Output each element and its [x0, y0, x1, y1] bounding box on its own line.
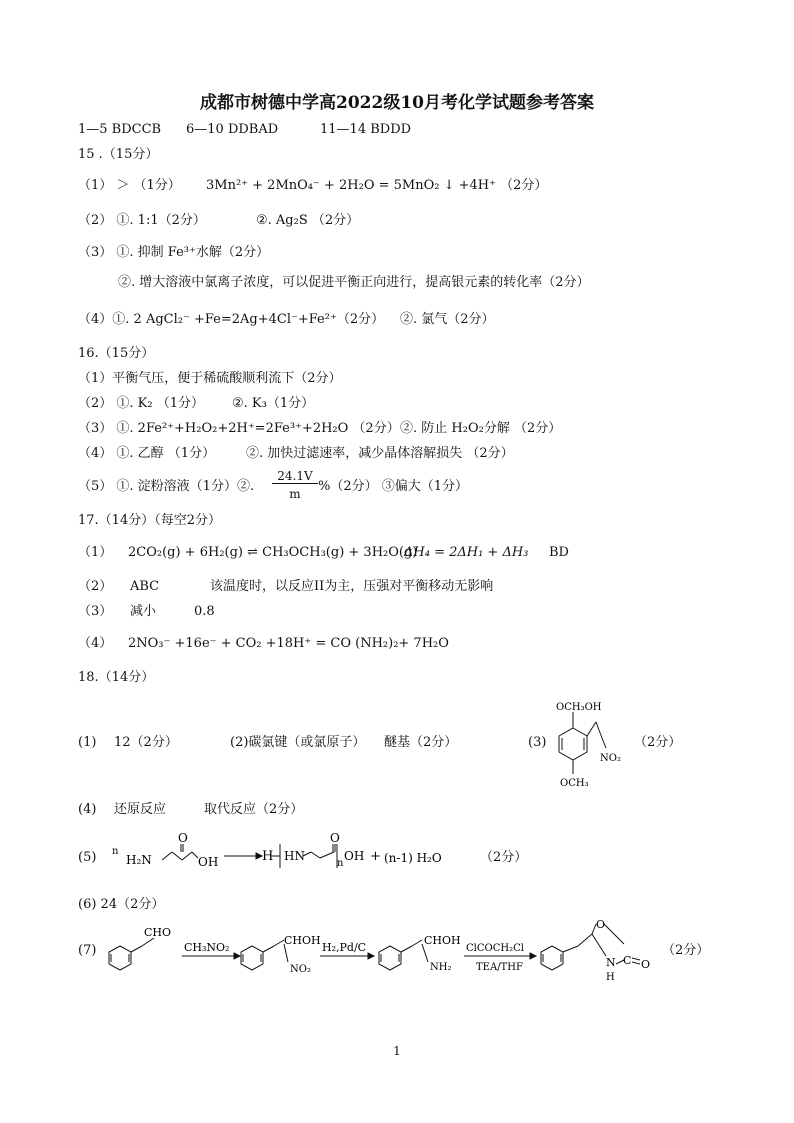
q15-answer-1a: （1） ＞ （1分）: [78, 178, 181, 193]
mc-row-1-5: 1—5 BDCCB: [78, 122, 162, 137]
fraction-denominator: m: [289, 487, 301, 501]
q18-answer-2b: 醚基（2分）: [384, 735, 458, 750]
structure-3-no2: NO₂: [600, 753, 621, 764]
coefficient-n: n: [112, 846, 119, 857]
reagent-h2-pd-c: H₂,Pd/C: [322, 941, 367, 954]
intermediate-choh-2: CHOH: [424, 934, 461, 947]
reagent-clcoch2cl: ClCOCH₂Cl: [466, 943, 524, 954]
q17-label-4: （4）: [78, 636, 113, 651]
q16-answer-5a: （5） ①. 淀粉溶液（1分）②.: [78, 479, 255, 494]
q15-answer-1b: 3Mn²⁺ + 2MnO₄⁻ + 2H₂O = 5MnO₂ ↓ +4H⁺ （2分）: [206, 178, 548, 193]
q17-label-2: （2）: [78, 579, 113, 594]
page-title: 成都市树德中学高2022级10月考化学试题参考答案: [200, 93, 594, 113]
polymer-h: H: [262, 849, 274, 864]
q18-answer-2a: (2)碳氯键（或氯原子）: [230, 735, 366, 750]
q18-label-4: (4): [78, 802, 97, 817]
polymerization-equation: [108, 828, 478, 878]
carbonyl-oxygen: O: [641, 958, 651, 971]
q16-answer-4a: （4） ①. 乙醇 （1分）: [78, 446, 216, 461]
q16-answer-3b: ②. 防止 H₂O₂分解 （2分）: [400, 421, 562, 436]
q16-answer-2a: （2） ①. K₂ （1分）: [78, 396, 204, 411]
aldehyde-cho: CHO: [144, 926, 172, 939]
structure-3-molecule: [540, 690, 630, 800]
reagent-ch3no2: CH₃NO₂: [184, 941, 230, 954]
carbonyl-o-1: O: [178, 831, 188, 845]
q18-label-5: (5): [78, 850, 97, 865]
q17-label-1: （1）: [78, 545, 113, 560]
intermediate-choh-1: CHOH: [284, 934, 321, 947]
q16-answer-2b: ②. K₃（1分）: [232, 396, 315, 411]
q16-answer-1: （1）平衡气压，便于稀硫酸顺利流下（2分）: [78, 371, 342, 386]
ring-carbon: C: [623, 954, 632, 967]
q18-score-5: （2分）: [480, 850, 528, 865]
reactant-h2n: H₂N: [126, 853, 152, 867]
repeat-n: n: [337, 858, 344, 869]
carbonyl-o-2: O: [330, 831, 340, 845]
polymer-hn: HN: [284, 849, 305, 863]
q17-equation-1: 2CO₂(g) + 6H₂(g) ⇌ CH₃OCH₃(g) + 3H₂O(g): [128, 545, 418, 560]
hydroxyl-oh-1: OH: [198, 855, 219, 869]
q15-answer-3a: （3） ①. 抑制 Fe³⁺水解（2分）: [78, 245, 270, 260]
ring-oxygen: O: [596, 920, 606, 931]
q16-heading: 16.（15分）: [78, 346, 155, 361]
q18-score-7: （2分）: [662, 943, 710, 958]
q17-answer-abc: ABC: [130, 579, 160, 594]
q17-explanation: 该温度时，以反应II为主，压强对平衡移动无影响: [210, 579, 494, 594]
q17-enthalpy: ΔH₄ = 2ΔH₁ + ΔH₃: [404, 545, 529, 560]
q18-score-3: （2分）: [634, 735, 682, 750]
hydroxyl-oh-2: OH: [344, 849, 365, 863]
q18-answer-4b: 取代反应（2分）: [204, 802, 304, 817]
q18-answer-1: 12（2分）: [114, 735, 178, 750]
q18-answer-6: (6) 24（2分）: [78, 897, 165, 912]
q15-answer-2b: ②. Ag₂S （2分）: [256, 213, 360, 228]
fraction-numerator: 24.1V: [272, 469, 318, 484]
q16-answer-5b: %（2分） ③偏大（1分）: [318, 479, 469, 494]
q17-equation-4: 2NO₃⁻ +16e⁻ + CO₂ +18H⁺ = CO (NH₂)₂+ 7H₂O: [128, 636, 449, 651]
q18-answer-4a: 还原反应: [114, 802, 167, 817]
ring-nitrogen: N: [606, 956, 616, 969]
q16-answer-4b: ②. 加快过滤速率，减少晶体溶解损失 （2分）: [246, 446, 514, 461]
q18-label-7: (7): [78, 943, 97, 958]
intermediate-nh2: NH₂: [430, 962, 452, 973]
page-number: 1: [393, 1044, 401, 1058]
q15-heading: 15 .（15分）: [78, 147, 159, 162]
ring-n-hydrogen: H: [606, 972, 615, 983]
q18-heading: 18.（14分）: [78, 670, 155, 685]
q18-label-1: (1): [78, 735, 97, 750]
q17-answer-decrease: 减小: [130, 604, 157, 619]
q17-heading: 17.（14分）（每空2分）: [78, 513, 221, 528]
q15-answer-2a: （2） ①. 1:1（2分）: [78, 213, 206, 228]
reagent-tea-thf: TEA/THF: [476, 962, 523, 973]
q17-answer-0-8: 0.8: [194, 604, 215, 619]
q17-answer-bd: BD: [549, 545, 569, 560]
q18-label-3: (3): [528, 735, 547, 750]
q15-answer-4b: ②. 氯气（2分）: [400, 312, 495, 327]
water-byproduct: (n-1) H₂O: [384, 851, 442, 865]
q16-answer-3a: （3） ①. 2Fe²⁺+H₂O₂+2H⁺=2Fe³⁺+2H₂O （2分）: [78, 421, 400, 436]
mc-row-11-14: 11—14 BDDD: [320, 122, 412, 137]
structure-3-och3: OCH₃: [560, 778, 589, 789]
plus-sign: +: [370, 849, 381, 864]
intermediate-no2: NO₂: [290, 964, 311, 975]
synthesis-route: [100, 920, 700, 990]
structure-3-och3-oh: OCH₃OH: [556, 702, 602, 713]
q17-label-3: （3）: [78, 604, 113, 619]
q15-answer-4a: （4）①. 2 AgCl₂⁻ +Fe=2Ag+4Cl⁻+Fe²⁺（2分）: [78, 312, 385, 327]
mc-row-6-10: 6—10 DDBAD: [186, 122, 279, 137]
q15-answer-3b: ②. 增大溶液中氯离子浓度，可以促进平衡正向进行，提高银元素的转化率（2分）: [118, 275, 590, 290]
